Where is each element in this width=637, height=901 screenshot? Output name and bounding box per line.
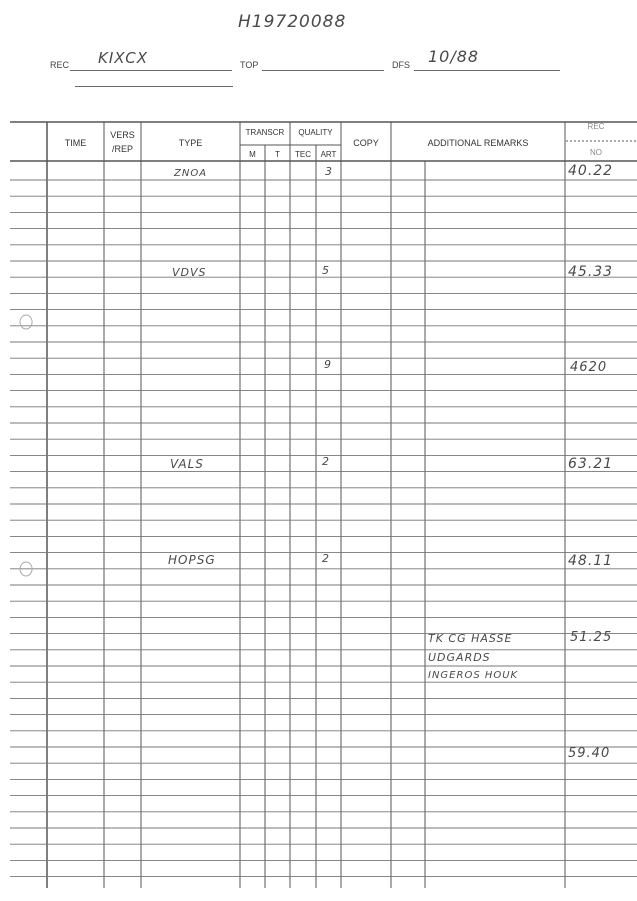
- header-rec: REC: [587, 122, 605, 131]
- entry-2-art: 5: [322, 264, 330, 277]
- header-transcr: TRANSCR: [245, 128, 285, 137]
- header-no: NO: [590, 148, 602, 157]
- top-label: TOP: [240, 60, 259, 70]
- header-m: M: [249, 150, 256, 159]
- document-id: H19720088: [238, 12, 347, 32]
- entry-1-type: ZNOA: [174, 168, 208, 179]
- entry-2-type: VDVS: [172, 266, 207, 279]
- entry-3-rec-no: 4620: [570, 360, 608, 375]
- entry-4-rec-no: 63.21: [568, 456, 614, 472]
- entry-1-rec-no: 40.22: [568, 163, 614, 179]
- header-time: TIME: [64, 138, 87, 148]
- entry-5-art: 2: [322, 552, 330, 565]
- header-tec: TEC: [295, 150, 311, 159]
- header-copy: COPY: [353, 138, 379, 148]
- entry-4-art: 2: [322, 455, 330, 468]
- entry-5-rec-no: 48.11: [568, 553, 614, 569]
- entry-1-art: 3: [325, 165, 333, 178]
- entry-2-rec-no: 45.33: [568, 264, 614, 280]
- entry-4-type: VALS: [170, 457, 204, 471]
- header-quality: QUALITY: [298, 128, 333, 137]
- dfs-label: DFS: [392, 60, 410, 70]
- remarks-line-1: TK CG HASSE: [428, 632, 513, 645]
- header-type: TYPE: [178, 138, 203, 148]
- dfs-value: 10/88: [428, 47, 480, 66]
- rec-value: KIXCX: [98, 49, 149, 67]
- rec-label: REC: [50, 60, 70, 70]
- header-t: T: [275, 150, 280, 159]
- remarks-line-3: INGEROS HOUK: [428, 670, 519, 681]
- header-additional-remarks: ADDITIONAL REMARKS: [427, 138, 529, 148]
- final-rec-no: 59.40: [568, 746, 611, 761]
- header-rep: /REP: [111, 144, 133, 154]
- remarks-rec-no: 51.25: [570, 630, 613, 645]
- header-vers: VERS: [110, 130, 135, 140]
- entry-3-art: 9: [324, 358, 332, 371]
- header-art: ART: [320, 150, 337, 159]
- entry-5-type: HOPSG: [168, 553, 216, 567]
- remarks-line-2: UDGARDS: [428, 651, 491, 664]
